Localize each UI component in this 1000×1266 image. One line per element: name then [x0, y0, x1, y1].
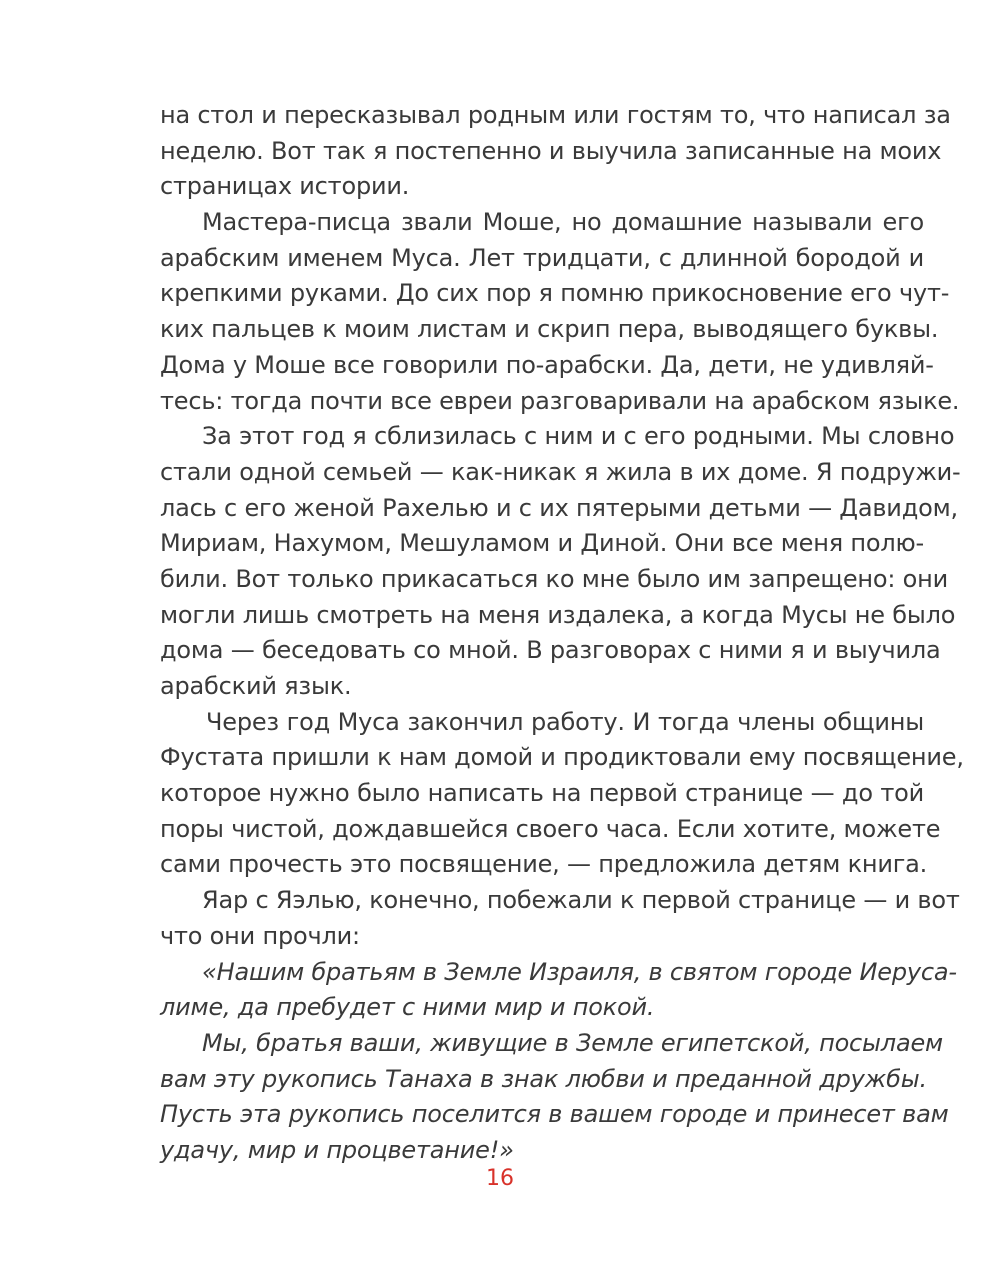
text-line: неделю. Вот так я постепенно и выучила записанные на моих: [160, 136, 942, 165]
quote-line: Пусть эта рукопись поселится в вашем городе и принесет вам: [160, 1100, 949, 1129]
text-line: Мастера-писца звали Моше, но домашние называли его: [202, 208, 924, 237]
text-line: страницах истории.: [160, 172, 410, 201]
quote-line: удачу, мир и процветание!»: [160, 1135, 514, 1164]
text-line: крепкими руками. До сих пор я помню прикосновение его чут-: [160, 279, 950, 308]
text-line: Дома у Моше все говорили по-арабски. Да, дети, не удивляй-: [160, 350, 934, 379]
text-line: стали одной семьей — как-никак я жила в их доме. Я подружи-: [160, 457, 961, 486]
quote-line: Мы, братья ваши, живущие в Земле египетской, посылаем: [202, 1028, 943, 1057]
quote-line: «Нашим братьям в Земле Израиля, в святом городе Иеруса-: [202, 957, 957, 986]
page-number: 16: [486, 1166, 514, 1191]
text-line: которое нужно было написать на первой странице — до той: [160, 779, 924, 808]
body-text: [160, 98, 964, 1169]
text-line: арабский язык.: [160, 672, 352, 700]
text-line: били. Вот только прикасаться ко мне было им запрещено: они: [160, 564, 949, 593]
text-line: тесь: тогда почти все евреи разговаривали на арабском языке.: [160, 386, 960, 415]
text-line: Яар с Яэлью, конечно, побежали к первой странице — и вот: [202, 886, 960, 915]
text-line: что они прочли:: [160, 921, 360, 950]
text-line: поры чистой, дождавшейся своего часа. Если хотите, можете: [160, 814, 941, 843]
text-line: ких пальцев к моим листам и скрип пера, выводящего буквы.: [160, 315, 939, 344]
text-line: лась с его женой Рахелью и с их пятерыми детьми — Давидом,: [160, 493, 958, 522]
quote-line: лиме, да пребудет с ними мир и покой.: [160, 993, 655, 1022]
text-line: арабским именем Муса. Лет тридцати, с длинной бородой и: [160, 243, 924, 272]
text-line: Через год Муса закончил работу. И тогда члены общины: [206, 707, 924, 736]
text-line: на стол и пересказывал родным или гостям то, что написал за: [160, 101, 951, 129]
text-line: дома — беседовать со мной. В разговорах с ними я и выучила: [160, 636, 941, 665]
text-line: Мириам, Нахумом, Мешуламом и Диной. Они все меня полю-: [160, 529, 924, 558]
text-line: За этот год я сблизилась с ним и с его родными. Мы словно: [202, 422, 955, 451]
text-line: сами прочесть это посвящение, — предложила детям книга.: [160, 850, 928, 879]
quote-line: вам эту рукопись Танаха в знак любви и преданной дружбы.: [160, 1064, 927, 1093]
text-line: Фустата пришли к нам домой и продиктовали ему посвящение,: [160, 743, 964, 772]
text-line: могли лишь смотреть на меня издалека, а когда Мусы не было: [160, 600, 956, 629]
